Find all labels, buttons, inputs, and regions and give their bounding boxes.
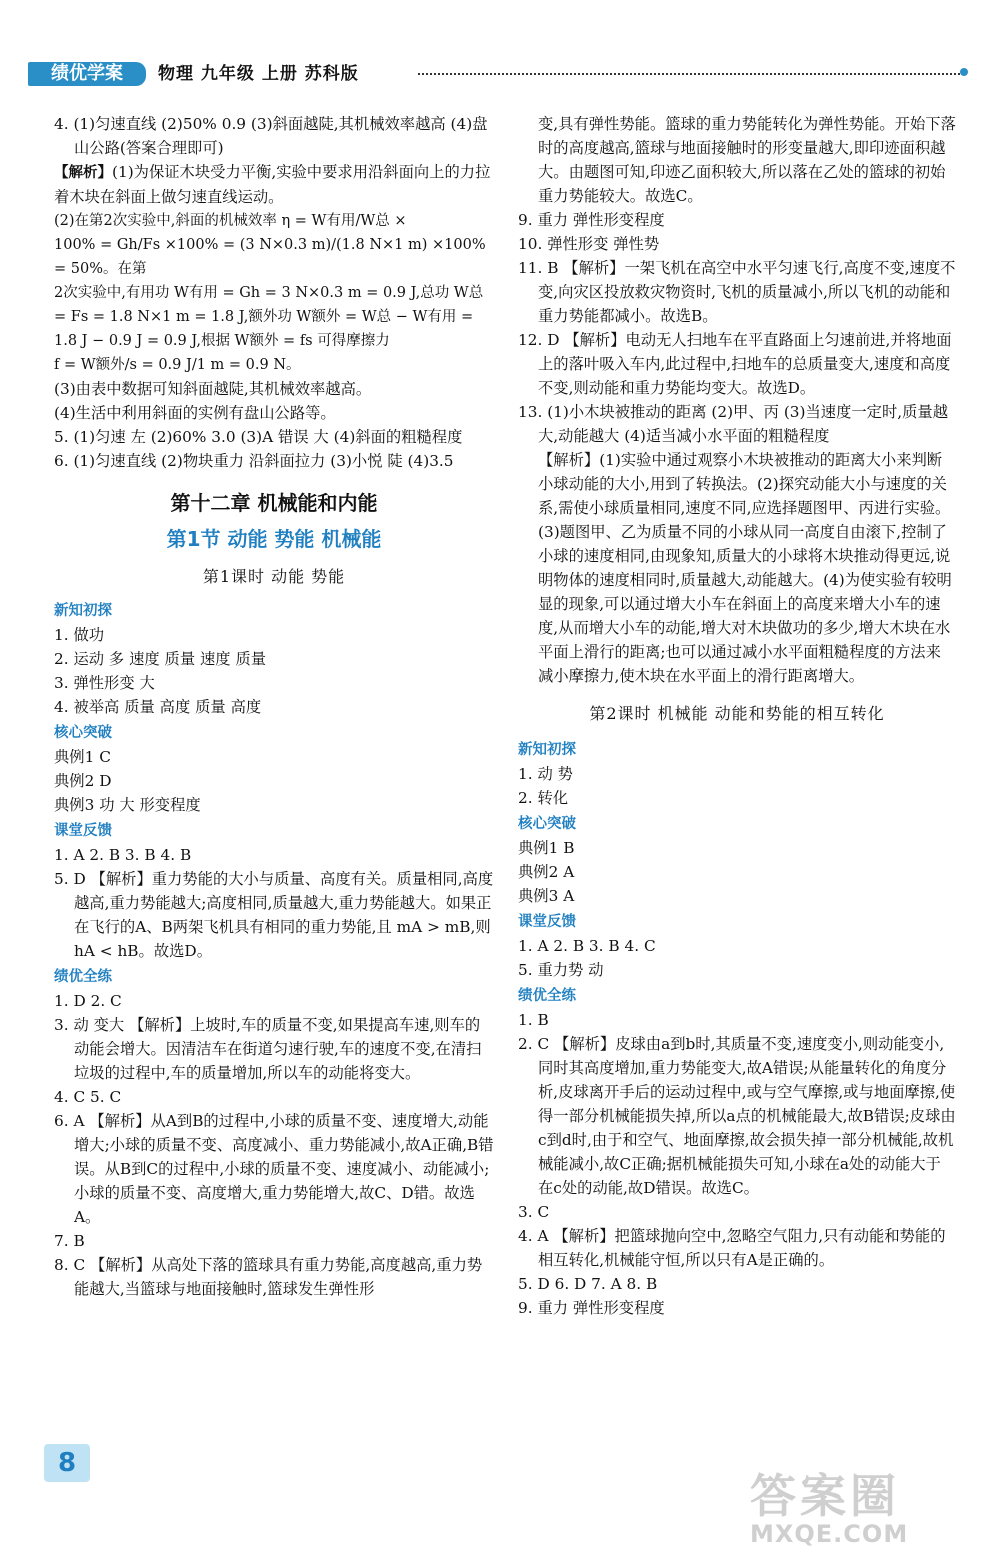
analysis-label: 【解析】 (54, 165, 112, 181)
practice-4-5: 4. C 5. C (54, 1088, 122, 1106)
nk-item: 2. 运动 多 速度 质量 速度 质量 (54, 650, 267, 668)
core-item: 典例2 D (54, 772, 112, 790)
core-heading: 核心突破 (54, 725, 112, 741)
practice-5-8: 5. D 6. D 7. A 8. B (518, 1275, 658, 1293)
analysis-4-line5: f = W额外/s = 0.9 J/1 m = 0.9 N。 (54, 357, 301, 373)
answer-5: 5. (1)匀速 左 (2)60% 3.0 (3)A 错误 大 (4)斜面的粗糙程度 (54, 428, 463, 446)
nk-item: 1. 做功 (54, 626, 105, 644)
practice-3: 3. C (518, 1203, 550, 1221)
section-title: 第1节 动能 势能 机械能 (166, 527, 382, 551)
header-divider (418, 73, 960, 75)
feedback-1-4: 1. A 2. B 3. B 4. B (54, 846, 192, 864)
feedback-5: 5. 重力势 动 (518, 961, 604, 979)
feedback-5: 5. D 【解析】重力势能的大小与质量、高度有关。质量相同,高度越高,重力势能越大;高度相同,质量越大,重力势能越大。如果正在飞行的A、B两架飞机具有相同的重力势能,且 mA > mB,则 hA < hB。故选D。 (54, 870, 494, 960)
lesson-2-title: 第2课时 机械能 动能和势能的相互转化 (589, 704, 885, 723)
core-item: 典例1 B (518, 839, 575, 857)
analysis-4-line4: 2次实验中,有用功 W有用 = Gh = 3 N×0.3 m = 0.9 J,总功 W总 = Fs = 1.8 N×1 m = 1.8 J,额外功 W额外 = W总 − W有用 = 1.8 J − 0.9 J = 0.9 J,根据 W额外 = fs 可得摩擦力 (54, 285, 484, 349)
answer-4: 4. (1)匀速直线 (2)50% 0.9 (3)斜面越陡,其机械效率越高 (4)盘山公路(答案合理即可) (54, 115, 488, 157)
practice-9: 9. 重力 弹性形变程度 (518, 211, 665, 229)
watermark-line2: MXQE.COM (750, 1520, 909, 1548)
practice-11: 11. B 【解析】一架飞机在高空中水平匀速飞行,高度不变,速度不变,向灾区投放救灾物资时,飞机的质量减小,所以飞机的动能和重力势能都减小。故选B。 (518, 259, 956, 325)
nk-item: 2. 转化 (518, 789, 569, 807)
core-item: 典例3 功 大 形变程度 (54, 796, 201, 814)
practice-6: 6. A 【解析】从A到B的过程中,小球的质量不变、速度增大,动能增大;小球的质量不变、高度减小、重力势能减小,故A正确,B错误。从B到C的过程中,小球的质量不变、速度减小、动能减小;小球的质量不变、高度增大,重力势能增大,故C、D错。故选A。 (54, 1112, 494, 1226)
watermark (750, 1460, 908, 1548)
analysis-4-line2: (2)在第2次实验中,斜面的机械效率 η = W有用/W总 × (54, 213, 407, 229)
analysis-4-text: (1)为保证木块受力平衡,实验中要求用沿斜面向上的力拉着木块在斜面上做匀速直线运动。 (54, 163, 491, 206)
practice-7: 7. B (54, 1232, 85, 1250)
analysis-4-line1 (54, 160, 494, 209)
right-column (518, 112, 956, 1320)
analysis-4-line6: (3)由表中数据可知斜面越陡,其机械效率越高。 (54, 380, 372, 398)
page-header (28, 62, 978, 88)
new-knowledge-heading: 新知初探 (518, 742, 576, 758)
nk-item: 3. 弹性形变 大 (54, 674, 155, 692)
core-item: 典例3 A (518, 887, 575, 905)
book-title: 物理 九年级 上册 苏科版 (158, 64, 359, 84)
practice-8: 8. C 【解析】从高处下落的篮球具有重力势能,高度越高,重力势能越大,当篮球与地面接触时,篮球发生弹性形 (54, 1256, 483, 1298)
core-heading: 核心突破 (518, 816, 576, 832)
practice-9: 9. 重力 弹性形变程度 (518, 1299, 665, 1317)
nk-item: 4. 被举高 质量 高度 质量 高度 (54, 698, 262, 716)
header-end-dot (960, 68, 968, 76)
analysis-4-line7: (4)生活中利用斜面的实例有盘山公路等。 (54, 404, 336, 422)
page-number: 8 (44, 1444, 90, 1482)
practice-8-cont: 变,具有弹性势能。篮球的重力势能转化为弹性势能。开始下落时的高度越高,篮球与地面接触时的形变量越大,即印迹面积越大。由题图可知,印迹乙面积较大,所以落在乙处的篮球的初始重力势能较大。故选C。 (538, 115, 956, 205)
left-column (54, 112, 494, 1301)
practice-10: 10. 弹性形变 弹性势 (518, 235, 660, 253)
practice-4: 4. A 【解析】把篮球抛向空中,忽略空气阻力,只有动能和势能的相互转化,机械能守恒,所以只有A是正确的。 (518, 1227, 946, 1269)
practice-heading: 绩优全练 (54, 969, 112, 985)
practice-1: 1. B (518, 1011, 549, 1029)
practice-heading: 绩优全练 (518, 988, 576, 1004)
lesson-title: 第1课时 动能 势能 (202, 567, 346, 586)
feedback-heading: 课堂反馈 (518, 914, 576, 930)
practice-2: 2. C 【解析】皮球由a到b时,其质量不变,速度变小,则动能变小,同时其高度增加,重力势能变大,故A错误;从能量转化的角度分析,皮球离开手后的运动过程中,或与空气摩擦,或与地面摩擦,使得一部分机械能损失掉,所以a点的机械能最大,故B错误;皮球由c到d时,由于和空气、地面摩擦,故会损失掉一部分机械能,故机械能减小,故C正确;据机械能损失可知,小球在a处的动能大于在c处的动能,故D错误。故选C。 (518, 1035, 956, 1197)
chapter-title: 第十二章 机械能和内能 (170, 491, 378, 515)
practice-13: 13. (1)小木块被推动的距离 (2)甲、丙 (3)当速度一定时,质量越大,动能越大 (4)适当减小水平面的粗糙程度 (518, 403, 949, 445)
core-item: 典例2 A (518, 863, 575, 881)
new-knowledge-heading: 新知初探 (54, 603, 112, 619)
watermark-line1: 答案圈 (750, 1469, 900, 1523)
feedback-1-4: 1. A 2. B 3. B 4. C (518, 937, 656, 955)
practice-12: 12. D 【解析】电动无人扫地车在平直路面上匀速前进,并将地面上的落叶吸入车内,此过程中,扫地车的总质量变大,速度和高度不变,则动能和重力势能均变大。故选D。 (518, 331, 952, 397)
core-item: 典例1 C (54, 748, 111, 766)
practice-1-2: 1. D 2. C (54, 992, 122, 1010)
practice-13-analysis: 【解析】(1)实验中通过观察小木块被推动的距离大小来判断小球动能的大小,用到了转换法。(2)探究动能大小与速度的关系,需使小球质量相同,速度不同,应选择题图甲、丙进行实验。(3)题图甲、乙为质量不同的小球从同一高度自由滚下,控制了小球的速度相同,由现象知,质量大的小球将木块推动得更远,说明物体的速度相同时,质量越大,动能越大。(4)为使实验有较明显的现象,可以通过增大小车在斜面上的高度来增大小车的速度,从而增大小车的动能,增大对木块做功的多少,增大木块在水平面上滑行的距离;也可以通过减小水平面粗糙程度的方法来减小摩擦力,使木块在水平面上的滑行距离增大。 (538, 451, 952, 685)
feedback-heading: 课堂反馈 (54, 823, 112, 839)
brand-logo: 绩优学案 (28, 62, 146, 86)
practice-3: 3. 动 变大 【解析】上坡时,车的质量不变,如果提高车速,则车的动能会增大。因清洁车在街道匀速行驶,车的速度不变,在清扫垃圾的过程中,车的质量增加,所以车的动能将变大。 (54, 1016, 482, 1082)
analysis-4-line3: 100% = Gh/Fs ×100% = (3 N×0.3 m)/(1.8 N×1 m) ×100% = 50%。在第 (54, 237, 486, 277)
nk-item: 1. 动 势 (518, 765, 573, 783)
answer-6: 6. (1)匀速直线 (2)物块重力 沿斜面拉力 (3)小悦 陡 (4)3.5 (54, 452, 454, 470)
